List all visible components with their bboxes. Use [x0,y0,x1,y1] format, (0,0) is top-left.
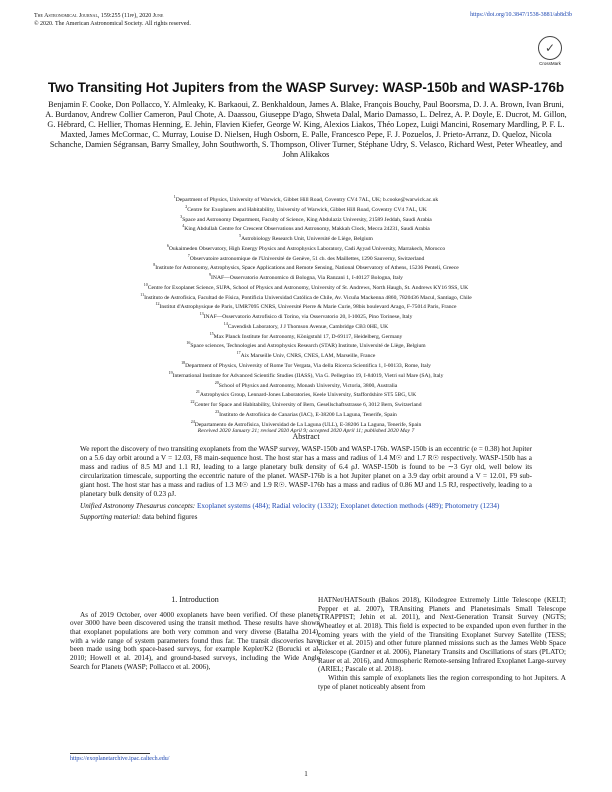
affiliation-text: Max Planck Institute for Astronomy, Königstuhl 17, D-69117, Heidelberg, Germany [213,333,403,340]
affiliation-item [40,389,572,399]
affiliation-number: 7 [187,252,190,258]
affiliation-text: Center for Space and Habitability, University of Bern, Gesellschaftsstrasse 6, 3012 Bern, Switzerland [194,401,422,408]
intro-paragraph-3: Within this sample of exoplanets lies the region corresponding to hot Jupiters. A type of planet noticeably absent from [318,673,566,691]
affiliation-text: Centre for Exoplanets and Habitability, University of Warwick, Gibbet Hill Road, Coventry CV4 7AL, UK [187,206,427,213]
affiliation-list [40,194,572,435]
affiliation-number: 6 [166,242,169,248]
affiliation-text: INAF—Osservatorio Astrofisico di Torino, via Osservatorio 20, I-10025, Pino Torinese, Italy [203,314,413,321]
affiliation-item [40,409,572,419]
journal-citation: The Astronomical Journal, 159:255 (11pp), 2020 June [34,13,164,19]
affiliation-item [40,262,572,272]
affiliation-item [40,282,572,292]
affiliation-text: Instituto de Astrofísica de Canarias (IAC), E-38200 La Laguna, Tenerife, Spain [219,411,397,418]
affiliation-text: Centre for Exoplanet Science, SUPA, School of Physics and Astronomy, University of St. Andrews, North Haugh, St. Andrews KY16 9SS, UK [147,284,469,291]
affiliation-number: 15 [209,330,214,336]
affiliation-text: Department of Physics, University of Warwick, Gibbet Hill Road, Coventry CV4 7AL, UK; b.cooke@warwick.ac.uk [175,196,439,203]
affiliation-number: 4 [182,223,185,229]
affiliation-number: 19 [168,369,173,375]
affiliation-number: 13 [199,311,204,317]
affiliation-text: King Abdullah Centre for Crescent Observations and Astronomy, Makkah Clock, Mecca 24231, Saudi Arabia [184,226,430,233]
affiliation-text: Institut d'Astrophysique de Paris, UMR7095 CNRS, Université Pierre & Marie Curie, 98bis boulevard Arago, F-75014 Paris, France [159,304,457,311]
affiliations [40,194,572,428]
affiliation-number: 3 [180,213,183,219]
supp-text: data behind figures [142,512,198,521]
affiliation-number: 10 [143,281,148,287]
abstract-text: We report the discovery of two transiting exoplanets from the WASP survey, WASP-150b and WASP-176b. WASP-150b is an eccentric (e = 0.38) hot Jupiter on a 5.6 day orbit around a V = 12.03, F8 main-sequence host. The host star has a mass and radius of 1.4 M☉ and 1.7 R☉ respectively. WASP-150b has a mass and radius of 8.5 MJ and 1.1 RJ, leading to a large planetary bulk density of 6.4 ρJ. WASP-150b is found to be ∼3 Gyr old, well below its circularization timescale, supporting the eccentric nature of the planet. WASP-176b is a hot Jupiter planet on a 3.9 day orbit around a V = 12.01, F9 sub-giant host. The host star has a mass and radius of 1.3 M☉ and 1.9 R☉. WASP-176b has a mass and radius of 0.86 MJ and 1.5 RJ, respectively, leading to a planetary bulk density of 0.23 ρJ. [80,445,532,499]
affiliation-text: Oukaimeden Observatory, High Energy Physics and Astrophysics Laboratory, Cadi Ayyad University, Marrakech, Morocco [168,245,446,252]
affiliation-number: 16 [186,340,191,346]
column-right [318,596,566,691]
uat-label: Unified Astronomy Thesaurus concepts: [80,501,196,510]
affiliation-number: 22 [190,399,195,405]
affiliation-text: Institute for Astronomy, Astrophysics, Space Applications and Remote Sensing, National Observatory of Athens, 15236 Penteli, Greece [155,265,459,272]
affiliation-text: School of Physics and Astronomy, Monash University, Victoria, 3800, Australia [218,382,398,389]
affiliation-item [40,380,572,390]
affiliation-number: 20 [214,379,219,385]
affiliation-item [40,253,572,263]
affiliation-text: Space sciences, Technologies and Astrophysics Research (STAR) Institute, Université de Liège, Belgium [190,343,426,350]
affiliation-number: 14 [223,320,228,326]
affiliation-item [40,370,572,380]
crossmark-icon: ✓ [538,36,562,60]
affiliation-text: International Institute for Advanced Scientific Studies (IIASS), Via G. Pellegrino 19, I-84019, Vietri sul Mare (SA), Italy [172,372,444,379]
doi-link[interactable]: https://doi.org/10.3847/1538-3881/ab8d3b [470,12,572,18]
affiliation-number: 24 [190,418,195,424]
affiliation-text: Aix Marseille Univ, CNRS, CNES, LAM, Marseille, France [240,353,376,360]
uat-links[interactable]: Exoplanet systems (484); Radial velocity (1332); Exoplanet detection methods (489); Photometry (1234) [197,501,500,510]
supp-label: Supporting material: [80,512,141,521]
affiliation-number: 11 [140,291,145,297]
affiliation-number: 17 [236,350,241,356]
footnote-rule [70,753,150,754]
running-header [34,12,191,28]
affiliation-number: 8 [153,262,156,268]
crossmark-logo[interactable] [535,36,565,66]
affiliation-item [40,233,572,243]
affiliation-item [40,223,572,233]
affiliation-text: Astrobiology Research Unit, Université de Liège, Belgium [241,235,373,242]
affiliation-number: 9 [209,272,212,278]
affiliation-item [40,194,572,204]
column-left [70,596,320,671]
intro-paragraph-2: HATNet/HATSouth (Bakos 2018), Kilodegree Extremely Little Telescope (KELT; Pepper et al. 2007), TRAnsiting Planets and Planetesimals Small Telescope (TRAPPIST; Jehin et al. 2011), and Next-Generation Transit Survey (NGTS; Wheatley et al. 2018). This field is expected to be expanded upon even further in the coming years with the yield of the Transiting Exoplanet Survey Satellite (TESS; Ricker et al. 2015) and other future planned missions such as the James Webb Space Telescope (Gardner et al. 2006), Planetary Transits and Oscillations of stars (PLATO; Rauer et al. 2016), and Atmospheric Remote-sensing Infrared Exoplanet Large-survey (ARIEL; Pascale et al. 2018). [318,596,566,674]
affiliation-item [40,321,572,331]
affiliation-number: 5 [239,233,242,239]
affiliation-item [40,292,572,302]
affiliation-item [40,243,572,253]
affiliation-number: 23 [215,408,220,414]
author-list [44,100,568,161]
abstract-heading: Abstract [292,432,320,441]
affiliation-item [40,419,572,429]
affiliation-text: Instituto de Astrofísica, Facultad de Física, Pontificia Universidad Católica de Chile, Av. Vicuña Mackenna 4860, 7820436 Macul, Santiago, Chile [144,294,472,301]
affiliation-number: 1 [173,194,176,199]
affiliation-item [40,360,572,370]
uat-concepts [80,502,532,511]
affiliation-item [40,311,572,321]
affiliation-item [40,331,572,341]
section-heading-introduction: 1. Introduction [171,595,219,604]
affiliation-text: Department of Physics, University of Rome Tor Vergata, Via della Ricerca Scientifica 1, I-00133, Rome, Italy [185,362,431,369]
affiliation-number: 18 [181,360,186,366]
affiliation-item [40,350,572,360]
intro-paragraph-1: As of 2019 October, over 4000 exoplanets have been verified. Of these planets, over 3000 have been discovered using the transit method. These results have shown that exoplanet populations are both very common and very diverse (Batalha 2014), with a wide range of system parameters found thus far. The transit discoveries have been made using both space-based surveys, for example Kepler/K2 (Borucki et al. 2010; Howell et al. 2014), and ground-based surveys, including the Wide Angle Search for Planets (WASP; Pollacco et al. 2006), [70,610,320,671]
affiliation-text: Observatoire astronomique de l'Université de Genève, 51 ch. des Maillettes, 1290 Sauverny, Switzerland [189,255,425,262]
affiliation-text: Astrophysics Group, Lennard-Jones Laboratories, Keele University, Staffordshire ST5 5BG, UK [199,392,417,399]
page-number: 1 [304,770,308,778]
affiliation-text: Space and Astronomy Department, Faculty of Science, King Abdulaziz University, 21589 Jeddah, Saudi Arabia [182,216,432,223]
affiliation-number: 21 [195,389,200,395]
paper-title: Two Transiting Hot Jupiters from the WASP Survey: WASP-150b and WASP-176b [47,80,565,95]
affiliation-number: 2 [185,203,188,209]
affiliation-item [40,272,572,282]
copyright-line: © 2020. The American Astronomical Society. All rights reserved. [34,21,191,27]
affiliation-item [40,301,572,311]
author-names: Benjamin F. Cooke, Don Pollacco, Y. Almleaky, K. Barkaoui, Z. Benkhaldoun, James A. Blake, François Bouchy, Paul Boorsma, D. J. A. Brown, Ivan Bruni, A. Burdanov, Andrew Collier Cameron, Paul Chote, A. Daassou, Giuseppe D'ago, Shweta Dalal, Mario Damasso, L. Delrez, A. P. Doyle, E. Ducrot, M. Gillon, G. Hébrard, C. Hellier, Thomas Henning, E. Jehin, Flavien Kiefer, George W. King, Alexios Liakos, Théo Lopez, Luigi Mancini, Rosemary Mardling, P. F. L. Maxted, James McCormac, C. Murray, Louise D. Nielsen, Hugh Osborn, E. Palle, Francesco Pepe, F. J. Pozuelos, J. Prieto-Arranz, D. Queloz, Nicola Schanche, Damien Ségransan, Barry Smalley, John Southworth, S. Thompson, Oliver Turner, Stéphane Udry, S. Velasco, Richard West, Peter Wheatley, and John Alikakos [45,100,567,160]
publication-dates: Received 2020 January 21; revised 2020 April 9; accepted 2020 April 11; published 2020 May 7 [197,428,415,435]
affiliation-item [40,399,572,409]
affiliation-item [40,340,572,350]
affiliation-text: Departamento de Astrofísica, Universidad de La Laguna (ULL), E-38206 La Laguna, Tenerife, Spain [194,421,422,428]
crossmark-label: CrossMark [539,61,561,66]
affiliation-text: Cavendish Laboratory, J J Thomson Avenue, Cambridge CB3 0HE, UK [227,323,389,330]
affiliation-number: 12 [155,301,160,307]
footnote-link[interactable]: https://exoplanetarchive.ipac.caltech.edu/ [70,756,170,762]
supporting-material [80,513,532,522]
affiliation-item [40,214,572,224]
affiliation-item [40,204,572,214]
abstract-block [80,445,532,522]
affiliation-text: INAF—Osservatorio Astronomico di Bologna, Via Ranzani 1, I-40127 Bologna, Italy [211,274,403,281]
